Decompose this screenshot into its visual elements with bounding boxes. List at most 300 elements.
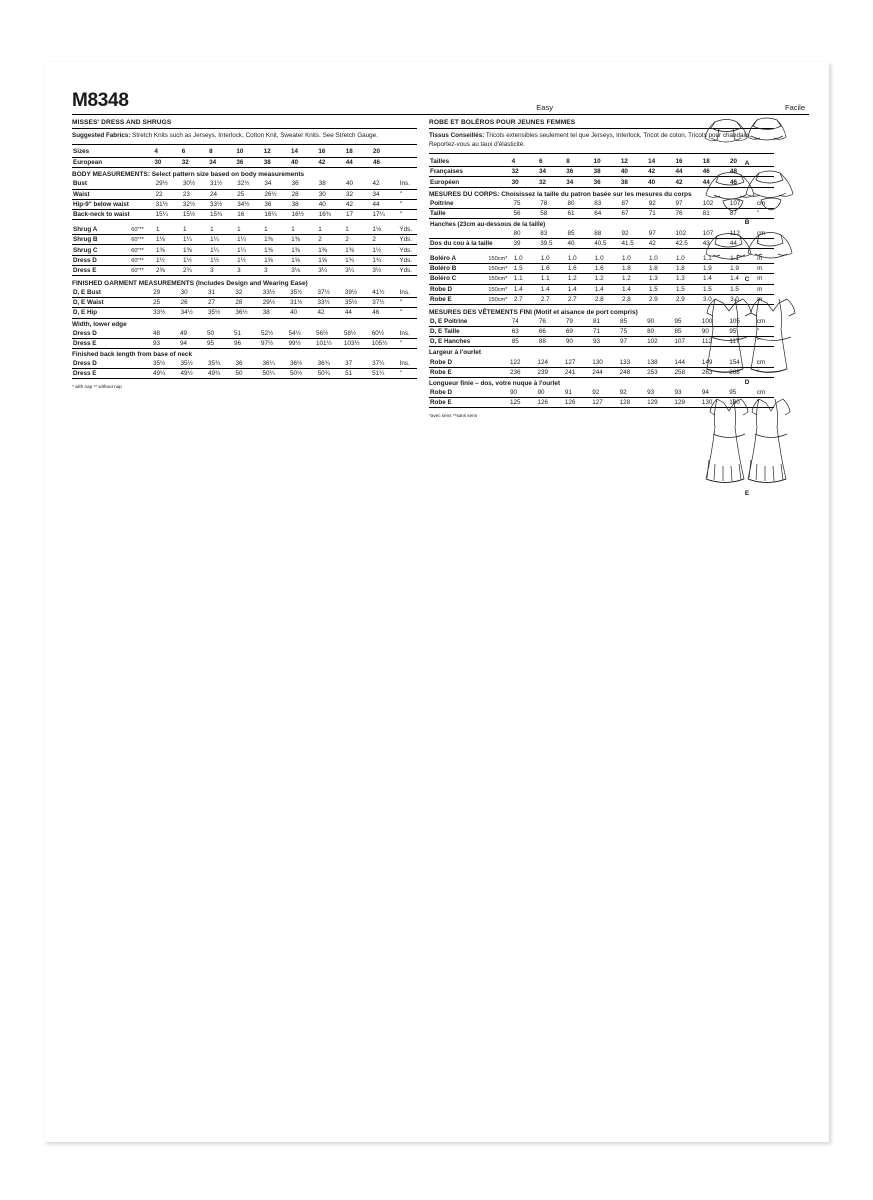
cell: 14 [290, 147, 317, 157]
unit: m [756, 254, 774, 264]
cell: 2 [317, 235, 344, 245]
cell: 28 [234, 298, 261, 308]
cell: 46 [729, 177, 756, 188]
cell: 92 [619, 388, 646, 398]
view-label-d: D [744, 379, 750, 386]
cell: 127 [564, 357, 591, 367]
table-row [72, 288, 417, 298]
cell: 36 [565, 166, 592, 177]
cell: 26½ [263, 189, 290, 199]
cell: 88 [593, 229, 620, 239]
cell: 1.1 [513, 274, 540, 284]
cell: 1 [317, 225, 344, 235]
fabric-width: 60"** [130, 245, 155, 255]
cell: 90 [536, 388, 563, 398]
unit: Yds. [398, 235, 417, 245]
cell: 76 [674, 209, 701, 219]
cell: 1.6 [567, 264, 594, 274]
cell: 16½ [291, 209, 318, 219]
cell: 97 [619, 337, 646, 347]
cell: 17 [345, 209, 372, 219]
cell: 71 [592, 327, 619, 337]
cell: 93 [673, 388, 700, 398]
fabric-width: 150cm* [487, 274, 512, 284]
cell: 46 [372, 157, 399, 168]
unit [399, 157, 417, 168]
cell: 2.9 [648, 294, 675, 304]
unit: " [399, 338, 417, 348]
cell: 31½ [155, 199, 182, 209]
cell: 1.9 [729, 264, 756, 274]
cell: 41½ [371, 288, 398, 298]
cell: 248 [619, 367, 646, 377]
cell: 24 [209, 189, 236, 199]
unit: Yds. [398, 265, 417, 275]
cell: 1 [182, 225, 209, 235]
table-row [72, 359, 417, 369]
table-row [72, 329, 417, 339]
cell: 1¼ [182, 235, 209, 245]
cell: 1⅜ [263, 235, 290, 245]
cell: 83 [593, 199, 620, 209]
row-label: Shrug C [72, 245, 130, 255]
cell: 51 [344, 369, 371, 379]
cell: 3 [209, 265, 236, 275]
cell: 90 [509, 388, 536, 398]
cell: 1.0 [567, 254, 594, 264]
cell: 35¾ [207, 359, 235, 369]
cell: 38 [291, 199, 318, 209]
cell: 54½ [288, 329, 316, 339]
cell: 91 [564, 388, 591, 398]
cell: 1 [263, 225, 290, 235]
cell: 1⅝ [263, 255, 290, 265]
en-title: MISSES' DRESS AND SHRUGS [72, 119, 172, 126]
column-english [72, 119, 417, 418]
cell: 30½ [182, 179, 209, 189]
en-width-label: Width, lower edge [72, 320, 127, 328]
cell: 49¾ [207, 369, 235, 379]
cell: 6 [538, 156, 565, 166]
fabric-width: 60"** [130, 225, 155, 235]
row-label: D, E Hip [72, 308, 152, 318]
cell: 107 [674, 337, 701, 347]
cell: 34½ [180, 308, 207, 318]
fr-fabrics-text: Tricots extensibles seulement tel que Jerseys, Interlock, Tricot de coton, Tricots pour chandails. Reportez-vous au taux d'élasticité. [429, 132, 752, 149]
unit: cm [756, 357, 774, 367]
cell: 85 [674, 327, 701, 337]
cell: 3¼ [317, 265, 344, 275]
cell: 1.5 [675, 284, 702, 294]
row-label: Dress E [72, 265, 130, 275]
cell: 36 [593, 177, 620, 188]
cell: 49¼ [152, 369, 180, 379]
cell: 1.0 [540, 254, 567, 264]
cell: 38 [262, 308, 289, 318]
cell: 102 [674, 229, 701, 239]
cell: 37 [344, 359, 371, 369]
row-label [429, 229, 513, 239]
unit: " [399, 369, 417, 379]
cell: 2.7 [567, 294, 594, 304]
unit: cm [756, 229, 774, 239]
unit: m [756, 274, 774, 284]
cell: 241 [564, 367, 591, 377]
cell: 48 [729, 166, 756, 177]
cell: 43 [702, 238, 729, 248]
cell: 1.4 [567, 284, 594, 294]
cell: 76 [538, 317, 565, 327]
cell: 32 [345, 189, 372, 199]
cell: 1.6 [540, 264, 567, 274]
en-finished-title: FINISHED GARMENT MEASUREMENTS (Includes Design and Wearing Ease) [72, 280, 308, 287]
cell: 1.5 [513, 264, 540, 274]
en-finished-table [72, 288, 417, 319]
cell: 2 [344, 235, 371, 245]
cell: 80 [513, 229, 540, 239]
cell: 29½ [155, 179, 182, 189]
cell: 1.9 [702, 264, 729, 274]
cell: 97 [648, 229, 675, 239]
cell: 107 [702, 229, 729, 239]
cell: 92 [648, 199, 675, 209]
row-label: Boléro A [429, 254, 487, 264]
en-fabrics-text: Stretch Knits such as Jerseys, Interlock, Cotton Knit, Sweater Knits. See Stretch Gauge. [130, 132, 378, 139]
cell: 95 [728, 388, 755, 398]
cell: 17¼ [372, 209, 399, 219]
row-label: D, E Bust [72, 288, 152, 298]
cell: 127 [591, 398, 618, 408]
table-row [72, 235, 417, 245]
fabric-width: 60"** [130, 235, 155, 245]
cell: 1½ [155, 255, 182, 265]
cell: 75 [513, 199, 540, 209]
cell: 36¼ [262, 359, 290, 369]
cell: 3 [263, 265, 290, 275]
sheet-content [72, 90, 809, 497]
view-b-figure [691, 169, 803, 226]
unit: Ins. [399, 329, 417, 339]
cell: 44 [702, 177, 729, 188]
en-fabrics-label: Suggested Fabrics: [72, 132, 131, 139]
cell: 1.1 [540, 274, 567, 284]
cell: 87 [621, 199, 648, 209]
fabric-width: 150cm* [487, 294, 512, 304]
cell: 1 [236, 225, 263, 235]
cell: 236 [509, 367, 536, 377]
cell: 85 [619, 317, 646, 327]
row-label: Dress E [72, 338, 152, 348]
cell: 1.1 [702, 254, 729, 264]
cell: 51 [233, 329, 260, 339]
cell: 130 [701, 398, 728, 408]
cell: 1⅛ [155, 235, 182, 245]
row-label: Boléro B [429, 264, 487, 274]
unit: " [399, 308, 417, 318]
cell: 1⅜ [317, 245, 344, 255]
cell: 37½ [371, 298, 398, 308]
cell: 1½ [182, 255, 209, 265]
cell: 268 [728, 367, 755, 377]
row-label: D, E Waist [72, 298, 152, 308]
cell: 93 [646, 388, 673, 398]
cell: 18 [702, 156, 729, 166]
cell: 1½ [209, 255, 236, 265]
row-label: Hanches (23cm au-dessous de la taille) [430, 220, 546, 228]
pattern-envelope-back [44, 62, 829, 1142]
cell: 1.8 [648, 264, 675, 274]
cell: 29½ [262, 298, 289, 308]
cell: 42 [317, 157, 344, 168]
cell: 90 [701, 327, 728, 337]
cell: 58 [539, 209, 566, 219]
cell: 95 [206, 338, 233, 348]
cell: 129 [673, 398, 700, 408]
table-row [72, 179, 417, 189]
cell: 51¼ [371, 369, 399, 379]
cell: 44 [729, 238, 756, 248]
cell: 20 [729, 156, 756, 166]
row-label: Bust [72, 179, 155, 189]
unit: Yds. [398, 225, 417, 235]
table-row [72, 255, 417, 265]
table-row [72, 338, 417, 348]
fr-fabrics-label: Tissus Conseillés: [429, 132, 485, 139]
cell: 80 [646, 327, 673, 337]
view-label-a: A [744, 160, 750, 167]
cell: 12 [263, 147, 290, 157]
cell: 64 [593, 209, 620, 219]
cell: 44 [345, 157, 372, 168]
cell: 34 [538, 166, 565, 177]
row-label: European [72, 157, 153, 168]
cell: 88 [538, 337, 565, 347]
cell: 26 [180, 298, 207, 308]
cell: 95 [728, 327, 755, 337]
cell: 133 [619, 357, 646, 367]
cell: 1⅜ [290, 245, 317, 255]
cell: 3⅛ [290, 265, 317, 275]
cell: 1.4 [729, 274, 756, 284]
view-d-figure [691, 293, 803, 386]
cell: 78 [539, 199, 566, 209]
difficulty-en: Easy [536, 103, 553, 112]
cell: 93 [592, 337, 619, 347]
cell: 15¾ [209, 209, 236, 219]
cell: 34 [208, 157, 235, 168]
cell: 149 [701, 357, 728, 367]
en-fabrics [72, 131, 417, 140]
cell: 2 [371, 235, 398, 245]
view-label-b: B [744, 219, 750, 226]
row-label: Tailles [429, 156, 511, 166]
cell: 42 [317, 308, 344, 318]
en-sizes-table [72, 147, 417, 168]
fabric-width: 150cm* [487, 254, 512, 264]
cell: 1.0 [675, 254, 702, 264]
cell: 2.8 [594, 294, 621, 304]
cell: 46 [702, 166, 729, 177]
cell: 66 [538, 327, 565, 337]
cell: 130 [591, 357, 618, 367]
fr-footnote: *avec sens **sans sens [429, 413, 478, 419]
cell: 32½ [236, 179, 263, 189]
cell: 107 [729, 199, 756, 209]
view-label-c: C [744, 276, 750, 283]
cell: 1.4 [594, 284, 621, 294]
cell: 3 [236, 265, 263, 275]
cell: 83 [539, 229, 566, 239]
en-backlen-label: Finished back length from base of neck [72, 350, 193, 358]
header [72, 90, 809, 112]
cell: 42 [372, 179, 399, 189]
cell: 1.1 [729, 254, 756, 264]
cell: 42 [648, 238, 675, 248]
cell: 30 [180, 288, 207, 298]
cell: 74 [511, 317, 538, 327]
cell: 40 [290, 157, 317, 168]
cell: 52½ [260, 329, 288, 339]
cell: 1⅜ [182, 245, 209, 255]
cell: 4 [511, 156, 538, 166]
en-backlen-table [72, 359, 417, 379]
row-label: Taille [429, 209, 513, 219]
table-row [72, 298, 417, 308]
cell: 16¼ [263, 209, 290, 219]
cell: 102 [702, 199, 729, 209]
table-row [72, 265, 417, 275]
table-row [72, 147, 417, 157]
cell: 1⅜ [263, 245, 290, 255]
cell: 1 [344, 225, 371, 235]
cell: 40 [289, 308, 316, 318]
cell: 93 [152, 338, 179, 348]
cell: 16 [317, 147, 344, 157]
unit: m [756, 284, 774, 294]
cell: 32 [181, 157, 208, 168]
cell: 36 [291, 179, 318, 189]
cell: 61 [567, 209, 594, 219]
cell: 28 [291, 189, 318, 199]
table-row [72, 245, 417, 255]
cell: 1¾ [344, 255, 371, 265]
row-label: Shrug A [72, 225, 130, 235]
en-body-measurements-title: BODY MEASUREMENTS: Select pattern size based on body measurements [72, 171, 305, 179]
table-row [72, 209, 417, 219]
cell: 128 [619, 398, 646, 408]
row-label: Shrug B [72, 235, 130, 245]
row-label: Back-neck to waist [72, 209, 155, 219]
cell: 30 [153, 157, 180, 168]
cell: 36 [235, 157, 262, 168]
unit: cm [756, 317, 774, 327]
cell: 37½ [317, 288, 344, 298]
cell: 35½ [344, 298, 371, 308]
cell: 30 [511, 177, 538, 188]
cell: 44 [372, 199, 399, 209]
cell: 1 [290, 225, 317, 235]
unit: " [756, 209, 774, 219]
cell: 105½ [371, 338, 399, 348]
cell: 38 [620, 177, 647, 188]
cell: 35½ [180, 359, 208, 369]
cell: 40 [345, 179, 372, 189]
cell: 154 [728, 357, 755, 367]
cell: 75 [619, 327, 646, 337]
cell: 34 [263, 179, 290, 189]
fabric-width: 150cm* [487, 264, 512, 274]
cell: 1.4 [540, 284, 567, 294]
cell: 49½ [180, 369, 208, 379]
cell: 56 [513, 209, 540, 219]
cell: 97½ [260, 338, 288, 348]
unit: Ins. [399, 288, 417, 298]
cell: 69 [565, 327, 592, 337]
row-label: D, E Taille [429, 327, 511, 337]
cell: 34 [565, 177, 592, 188]
difficulty-fr: Facile [784, 103, 805, 112]
cell: 101½ [315, 338, 343, 348]
cell: 46 [371, 308, 398, 318]
cell: 85 [567, 229, 594, 239]
cell: 36 [235, 359, 262, 369]
view-c-figure [691, 228, 803, 283]
cell: 117 [728, 337, 755, 347]
fr-backlen-label: Longueur finie – dos, votre nuque à l'ourlet [429, 379, 561, 387]
en-yardage-table [72, 225, 417, 276]
unit: " [756, 337, 774, 347]
cell: 1¼ [236, 245, 263, 255]
cell: 1.8 [675, 264, 702, 274]
cell: 1¼ [209, 245, 236, 255]
cell: 94 [179, 338, 206, 348]
cell: 1.4 [621, 284, 648, 294]
cell: 36¾ [317, 359, 345, 369]
cell: 8 [565, 156, 592, 166]
view-a-figure [691, 114, 803, 167]
cell: 38 [263, 157, 290, 168]
en-body-measurements-table [72, 179, 417, 220]
cell: 38 [318, 179, 345, 189]
cell: 1.2 [567, 274, 594, 284]
cell: 15½ [182, 209, 209, 219]
cell: 1.6 [594, 264, 621, 274]
cell: 49 [179, 329, 206, 339]
cell: 81 [702, 209, 729, 219]
cell: 1½ [236, 255, 263, 265]
cell: 10 [593, 156, 620, 166]
table-row [72, 189, 417, 199]
view-label-e: E [744, 490, 750, 497]
cell: 1 [155, 225, 182, 235]
cell: 244 [591, 367, 618, 377]
cell: 102 [646, 337, 673, 347]
cell: 34 [372, 189, 399, 199]
cell: 1.5 [702, 284, 729, 294]
cell: 41.5 [621, 238, 648, 248]
cell: 50 [235, 369, 262, 379]
cell: 42 [647, 166, 674, 177]
cell: 103½ [343, 338, 371, 348]
cell: 1⅝ [290, 255, 317, 265]
cell: 29 [152, 288, 179, 298]
cell: 14 [647, 156, 674, 166]
en-width-table [72, 329, 417, 349]
cell: 3½ [371, 265, 398, 275]
unit: cm [756, 388, 774, 398]
cell: 81 [592, 317, 619, 327]
cell: 1.3 [648, 274, 675, 284]
